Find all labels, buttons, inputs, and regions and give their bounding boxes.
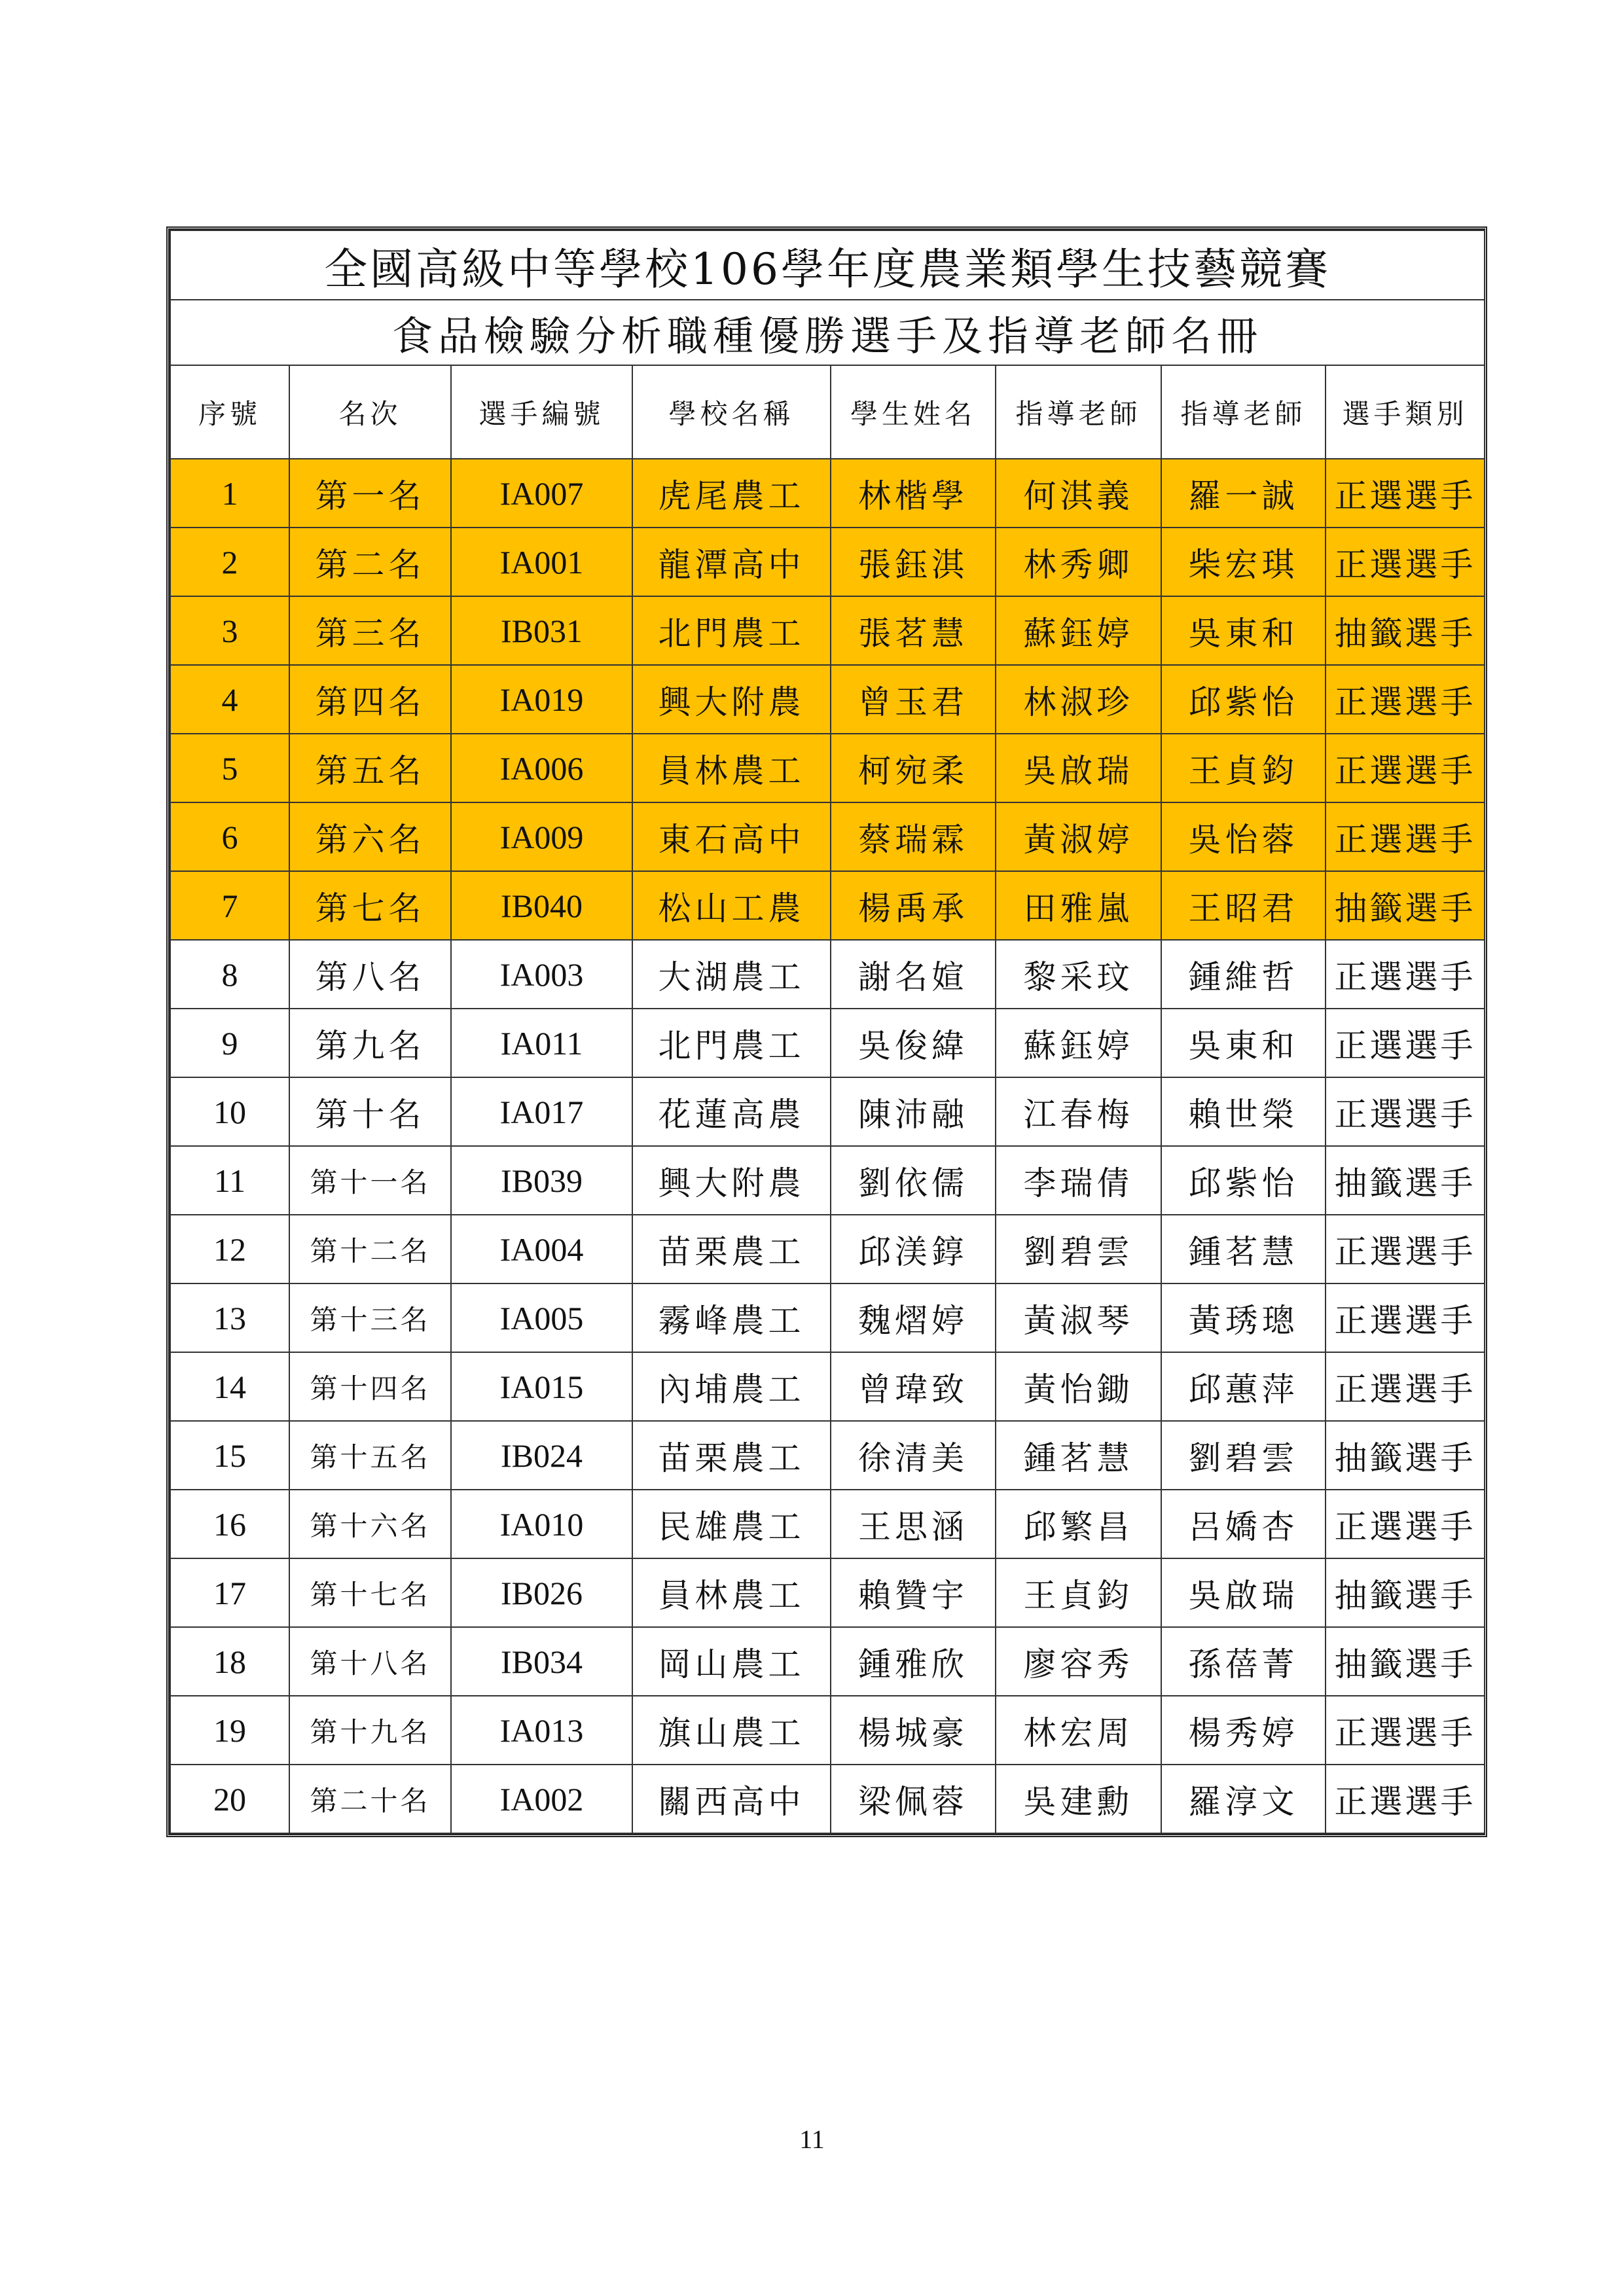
cell-seq: 14 <box>170 1352 289 1421</box>
cell-rank: 第十二名 <box>289 1215 451 1283</box>
cell-type: 正選選手 <box>1326 1009 1485 1077</box>
cell-teacher-2: 吳東和 <box>1161 1009 1326 1077</box>
roster-table <box>170 230 1485 1834</box>
document-title: 全國高級中等學校106學年度農業類學生技藝競賽 <box>170 230 1485 300</box>
cell-seq: 20 <box>170 1765 289 1833</box>
cell-rank: 第一名 <box>289 459 451 528</box>
cell-teacher-1: 蘇鈺婷 <box>996 1009 1161 1077</box>
cell-teacher-1: 蘇鈺婷 <box>996 596 1161 665</box>
cell-code: IA005 <box>451 1283 632 1352</box>
cell-code: IB024 <box>451 1421 632 1490</box>
cell-teacher-1: 吳啟瑞 <box>996 734 1161 802</box>
cell-type: 正選選手 <box>1326 459 1485 528</box>
cell-student: 陳沛融 <box>831 1077 996 1146</box>
cell-school: 松山工農 <box>632 871 831 940</box>
cell-teacher-2: 羅一誠 <box>1161 459 1326 528</box>
cell-student: 蔡瑞霖 <box>831 802 996 871</box>
cell-teacher-1: 廖容秀 <box>996 1627 1161 1696</box>
cell-teacher-2: 吳東和 <box>1161 596 1326 665</box>
cell-type: 抽籤選手 <box>1326 1558 1485 1627</box>
cell-code: IA007 <box>451 459 632 528</box>
header-rank: 名次 <box>289 365 451 459</box>
cell-student: 梁佩蓉 <box>831 1765 996 1833</box>
cell-student: 謝名媗 <box>831 940 996 1009</box>
cell-teacher-2: 鍾維哲 <box>1161 940 1326 1009</box>
column-header-row <box>170 365 1485 459</box>
cell-code: IB034 <box>451 1627 632 1696</box>
cell-seq: 6 <box>170 802 289 871</box>
cell-teacher-1: 黃淑婷 <box>996 802 1161 871</box>
cell-teacher-2: 黃琇璁 <box>1161 1283 1326 1352</box>
cell-student: 魏熠婷 <box>831 1283 996 1352</box>
cell-type: 抽籤選手 <box>1326 596 1485 665</box>
cell-teacher-2: 王貞鈞 <box>1161 734 1326 802</box>
cell-rank: 第六名 <box>289 802 451 871</box>
cell-rank: 第十九名 <box>289 1696 451 1765</box>
page-number: 11 <box>799 2125 825 2154</box>
cell-student: 徐清美 <box>831 1421 996 1490</box>
roster-frame <box>166 226 1487 1837</box>
cell-school: 苗栗農工 <box>632 1421 831 1490</box>
cell-teacher-1: 林淑珍 <box>996 665 1161 734</box>
cell-type: 正選選手 <box>1326 940 1485 1009</box>
cell-rank: 第十四名 <box>289 1352 451 1421</box>
cell-school: 旗山農工 <box>632 1696 831 1765</box>
cell-teacher-1: 何淇義 <box>996 459 1161 528</box>
cell-rank: 第七名 <box>289 871 451 940</box>
cell-school: 關西高中 <box>632 1765 831 1833</box>
cell-student: 劉依儒 <box>831 1146 996 1215</box>
header-teacher-1: 指導老師 <box>996 365 1161 459</box>
cell-teacher-2: 吳啟瑞 <box>1161 1558 1326 1627</box>
cell-seq: 13 <box>170 1283 289 1352</box>
cell-school: 龍潭高中 <box>632 528 831 596</box>
table-row <box>170 1765 1485 1833</box>
cell-teacher-2: 邱紫怡 <box>1161 1146 1326 1215</box>
header-student: 學生姓名 <box>831 365 996 459</box>
cell-rank: 第十五名 <box>289 1421 451 1490</box>
cell-student: 楊城豪 <box>831 1696 996 1765</box>
cell-type: 抽籤選手 <box>1326 1146 1485 1215</box>
cell-type: 抽籤選手 <box>1326 1421 1485 1490</box>
cell-student: 張茗慧 <box>831 596 996 665</box>
cell-teacher-1: 鍾茗慧 <box>996 1421 1161 1490</box>
cell-teacher-2: 鍾茗慧 <box>1161 1215 1326 1283</box>
cell-seq: 4 <box>170 665 289 734</box>
cell-type: 正選選手 <box>1326 1352 1485 1421</box>
cell-code: IB026 <box>451 1558 632 1627</box>
cell-teacher-1: 李瑞倩 <box>996 1146 1161 1215</box>
cell-school: 興大附農 <box>632 665 831 734</box>
cell-school: 虎尾農工 <box>632 459 831 528</box>
table-row <box>170 1627 1485 1696</box>
cell-rank: 第十三名 <box>289 1283 451 1352</box>
header-seq: 序號 <box>170 365 289 459</box>
cell-seq: 1 <box>170 459 289 528</box>
cell-teacher-1: 黃淑琴 <box>996 1283 1161 1352</box>
table-row <box>170 665 1485 734</box>
cell-rank: 第十八名 <box>289 1627 451 1696</box>
cell-rank: 第十名 <box>289 1077 451 1146</box>
cell-code: IA017 <box>451 1077 632 1146</box>
subtitle-row <box>170 300 1485 365</box>
cell-code: IB039 <box>451 1146 632 1215</box>
cell-seq: 8 <box>170 940 289 1009</box>
cell-seq: 18 <box>170 1627 289 1696</box>
cell-rank: 第十七名 <box>289 1558 451 1627</box>
table-row <box>170 459 1485 528</box>
cell-student: 王思涵 <box>831 1490 996 1558</box>
cell-code: IA010 <box>451 1490 632 1558</box>
cell-teacher-2: 劉碧雲 <box>1161 1421 1326 1490</box>
cell-type: 正選選手 <box>1326 1077 1485 1146</box>
cell-code: IA011 <box>451 1009 632 1077</box>
cell-teacher-1: 黎采玟 <box>996 940 1161 1009</box>
cell-student: 鍾雅欣 <box>831 1627 996 1696</box>
cell-code: IA009 <box>451 802 632 871</box>
cell-teacher-1: 吳建勳 <box>996 1765 1161 1833</box>
table-row <box>170 734 1485 802</box>
cell-seq: 12 <box>170 1215 289 1283</box>
cell-type: 正選選手 <box>1326 1765 1485 1833</box>
cell-school: 民雄農工 <box>632 1490 831 1558</box>
table-row <box>170 871 1485 940</box>
cell-seq: 16 <box>170 1490 289 1558</box>
cell-student: 曾瑋致 <box>831 1352 996 1421</box>
cell-rank: 第二十名 <box>289 1765 451 1833</box>
cell-student: 林楷學 <box>831 459 996 528</box>
cell-student: 邱渼錞 <box>831 1215 996 1283</box>
table-row <box>170 1490 1485 1558</box>
cell-school: 北門農工 <box>632 596 831 665</box>
cell-code: IA004 <box>451 1215 632 1283</box>
cell-rank: 第十六名 <box>289 1490 451 1558</box>
cell-type: 抽籤選手 <box>1326 871 1485 940</box>
document-subtitle: 食品檢驗分析職種優勝選手及指導老師名冊 <box>170 300 1485 365</box>
cell-code: IB040 <box>451 871 632 940</box>
cell-rank: 第二名 <box>289 528 451 596</box>
header-code: 選手編號 <box>451 365 632 459</box>
cell-teacher-1: 江春梅 <box>996 1077 1161 1146</box>
cell-school: 東石高中 <box>632 802 831 871</box>
cell-student: 柯宛柔 <box>831 734 996 802</box>
cell-rank: 第八名 <box>289 940 451 1009</box>
cell-type: 正選選手 <box>1326 665 1485 734</box>
cell-rank: 第三名 <box>289 596 451 665</box>
cell-teacher-2: 邱紫怡 <box>1161 665 1326 734</box>
cell-code: IA006 <box>451 734 632 802</box>
cell-student: 吳俊緯 <box>831 1009 996 1077</box>
cell-student: 賴贊宇 <box>831 1558 996 1627</box>
cell-code: IA019 <box>451 665 632 734</box>
cell-student: 曾玉君 <box>831 665 996 734</box>
cell-school: 苗栗農工 <box>632 1215 831 1283</box>
cell-teacher-1: 王貞鈞 <box>996 1558 1161 1627</box>
cell-seq: 7 <box>170 871 289 940</box>
cell-code: IB031 <box>451 596 632 665</box>
cell-teacher-2: 王昭君 <box>1161 871 1326 940</box>
title-row <box>170 230 1485 300</box>
table-row <box>170 940 1485 1009</box>
cell-teacher-2: 賴世榮 <box>1161 1077 1326 1146</box>
cell-rank: 第十一名 <box>289 1146 451 1215</box>
cell-seq: 17 <box>170 1558 289 1627</box>
cell-seq: 19 <box>170 1696 289 1765</box>
cell-rank: 第四名 <box>289 665 451 734</box>
cell-school: 興大附農 <box>632 1146 831 1215</box>
cell-type: 正選選手 <box>1326 1283 1485 1352</box>
table-row <box>170 1352 1485 1421</box>
cell-school: 北門農工 <box>632 1009 831 1077</box>
header-type: 選手類別 <box>1326 365 1485 459</box>
cell-type: 正選選手 <box>1326 528 1485 596</box>
table-row <box>170 1215 1485 1283</box>
header-school: 學校名稱 <box>632 365 831 459</box>
cell-teacher-2: 楊秀婷 <box>1161 1696 1326 1765</box>
cell-code: IA015 <box>451 1352 632 1421</box>
cell-teacher-1: 田雅嵐 <box>996 871 1161 940</box>
table-row <box>170 802 1485 871</box>
cell-code: IA013 <box>451 1696 632 1765</box>
cell-school: 花蓮高農 <box>632 1077 831 1146</box>
cell-type: 抽籤選手 <box>1326 1627 1485 1696</box>
cell-school: 內埔農工 <box>632 1352 831 1421</box>
cell-teacher-2: 吳怡蓉 <box>1161 802 1326 871</box>
cell-seq: 2 <box>170 528 289 596</box>
table-row <box>170 1283 1485 1352</box>
cell-teacher-2: 呂嬌杏 <box>1161 1490 1326 1558</box>
cell-code: IA002 <box>451 1765 632 1833</box>
cell-school: 大湖農工 <box>632 940 831 1009</box>
cell-type: 正選選手 <box>1326 734 1485 802</box>
cell-school: 霧峰農工 <box>632 1283 831 1352</box>
table-row <box>170 596 1485 665</box>
cell-school: 岡山農工 <box>632 1627 831 1696</box>
cell-teacher-1: 黃怡鋤 <box>996 1352 1161 1421</box>
cell-teacher-1: 林秀卿 <box>996 528 1161 596</box>
cell-code: IA003 <box>451 940 632 1009</box>
header-teacher-2: 指導老師 <box>1161 365 1326 459</box>
cell-seq: 15 <box>170 1421 289 1490</box>
cell-school: 員林農工 <box>632 1558 831 1627</box>
cell-type: 正選選手 <box>1326 1696 1485 1765</box>
table-row <box>170 1077 1485 1146</box>
cell-rank: 第九名 <box>289 1009 451 1077</box>
table-row <box>170 1146 1485 1215</box>
table-row <box>170 1696 1485 1765</box>
cell-teacher-1: 邱繁昌 <box>996 1490 1161 1558</box>
cell-student: 楊禹承 <box>831 871 996 940</box>
cell-school: 員林農工 <box>632 734 831 802</box>
cell-teacher-1: 劉碧雲 <box>996 1215 1161 1283</box>
cell-seq: 3 <box>170 596 289 665</box>
cell-teacher-2: 孫蓓菁 <box>1161 1627 1326 1696</box>
cell-teacher-2: 柴宏琪 <box>1161 528 1326 596</box>
cell-type: 正選選手 <box>1326 1215 1485 1283</box>
cell-seq: 5 <box>170 734 289 802</box>
cell-seq: 11 <box>170 1146 289 1215</box>
table-row <box>170 528 1485 596</box>
cell-student: 張鈺淇 <box>831 528 996 596</box>
cell-teacher-2: 羅淳文 <box>1161 1765 1326 1833</box>
cell-teacher-1: 林宏周 <box>996 1696 1161 1765</box>
cell-code: IA001 <box>451 528 632 596</box>
table-row <box>170 1009 1485 1077</box>
cell-seq: 9 <box>170 1009 289 1077</box>
cell-seq: 10 <box>170 1077 289 1146</box>
cell-type: 正選選手 <box>1326 802 1485 871</box>
table-row <box>170 1558 1485 1627</box>
cell-rank: 第五名 <box>289 734 451 802</box>
cell-type: 正選選手 <box>1326 1490 1485 1558</box>
cell-teacher-2: 邱蕙萍 <box>1161 1352 1326 1421</box>
table-row <box>170 1421 1485 1490</box>
